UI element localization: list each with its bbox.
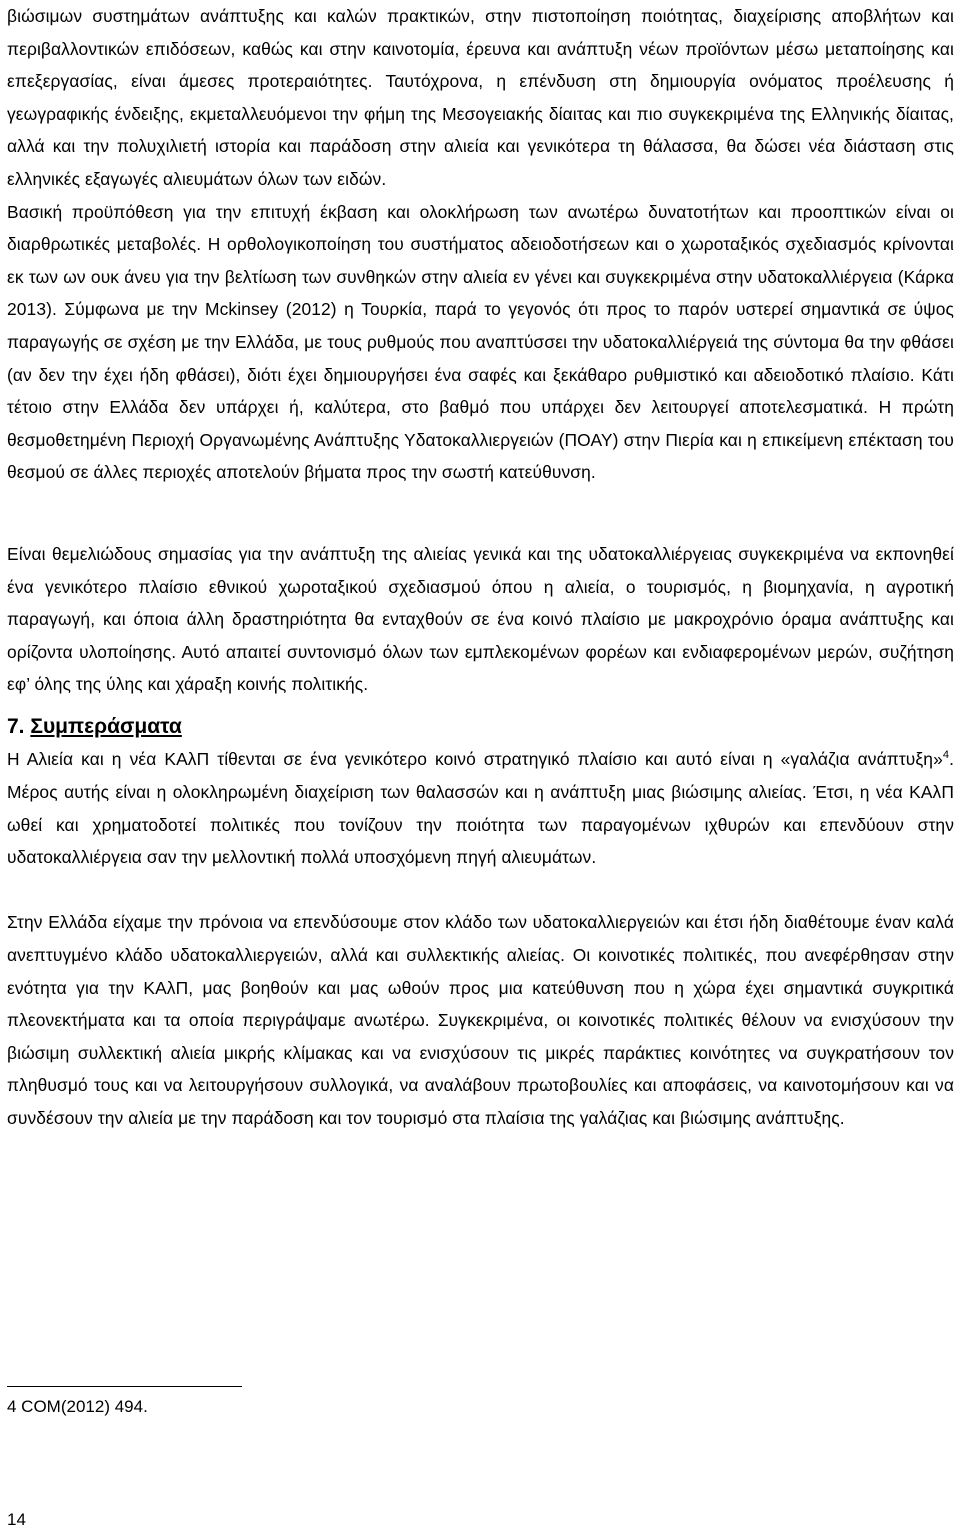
paragraph-1: βιώσιμων συστημάτων ανάπτυξης και καλών πρακτικών, στην πιστοποίηση ποιότητας, διαχείρισης αποβλήτων και περιβαλλοντικών επιδόσεων, καθώς και στην καινοτομία, έρευνα και ανάπτυξη νέων προϊόντων μέσω μεταποίησης και επεξεργασίας, είναι άμεσες προτεραιότητες. Ταυτόχρονα, η επένδυση στη δημιουργία ονόματος προέλευσης ή γεωγραφικής ένδειξης, εκμεταλλευόμενοι την φήμη της Μεσογειακής δίαιτας και πιο συγκεκριμένα της Ελληνικής δίαιτας, αλλά και την πολυχιλιετή ιστορία και παράδοση στην αλιεία και γενικότερα τη θάλασσα, θα δώσει νέα διάσταση στις ελληνικές εξαγωγές αλιευμάτων όλων των ειδών. — [7, 6, 954, 189]
footnote-separator — [7, 1386, 242, 1387]
paragraph-spacer — [7, 874, 954, 907]
footnote-reference[interactable]: 4 — [942, 749, 950, 762]
paragraph-spacer — [7, 489, 954, 538]
page-number: 14 — [7, 1510, 26, 1529]
paragraph-2: Βασική προϋπόθεση για την επιτυχή έκβαση και ολοκλήρωση των ανωτέρω δυνατοτήτων και προοπτικών είναι οι διαρθρωτικές μεταβολές. Η ορθολογικοποίηση του συστήματος αδειοδοτήσεων και ο χωροταξικός σχεδιασμός κρίνονται εκ των ων ουκ άνευ για την βελτίωση των συνθηκών στην αλιεία εν γένει και συγκεκριμένα στην υδατοκαλλιέργεια (Κάρκα 2013). Σύμφωνα με την Mckinsey (2012) η Τουρκία, παρά το γεγονός ότι προς το παρόν υστερεί σημαντικά σε ύψος παραγωγής σε σχέση με την Ελλάδα, με τους ρυθμούς που αναπτύσσει την υδατοκαλλιέργειά της σύντομα θα την φθάσει (αν δεν την έχει ήδη φθάσει), διότι έχει δημιουργήσει ένα σαφές και ξεκάθαρο ρυθμιστικό και αδειοδοτικό πλαίσιο. Κάτι τέτοιο στην Ελλάδα δεν υπάρχει ή, καλύτερα, στο βαθμό που υπάρχει δεν λειτουργεί αποτελεσματικά. Η πρώτη θεσμοθετημένη Περιοχή Οργανωμένης Ανάπτυξης Υδατοκαλλιεργειών (ΠΟΑΥ) στην Πιερία και η επικείμενη επέκταση του θεσμού σε άλλες περιοχές αποτελούν βήματα προς την σωστή κατεύθυνση. — [7, 201, 954, 483]
paragraph-3: Είναι θεμελιώδους σημασίας για την ανάπτυξη της αλιείας γενικά και της υδατοκαλλιέργειας συγκεκριμένα να εκπονηθεί ένα γενικότερο πλαίσιο εθνικού χωροταξικού σχεδιασμού όπου η αλιεία, ο τουρισμός, η βιομηχανία, η αγροτική παραγωγή, και όποια άλλη δραστηριότητα θα ενταχθούν σε ένα κοινό πλαίσιο με μακροχρόνιο όραμα ανάπτυξης και ορίζοντα υλοποίησης. Αυτό απαιτεί συντονισμό όλων των εμπλεκομένων φορέων και ενδιαφερομένων μερών, συζήτηση εφ’ όλης της ύλης και χάραξη κοινής πολιτικής. — [7, 543, 954, 695]
section-title: Συμπεράσματα — [30, 714, 182, 738]
section-heading — [7, 701, 954, 744]
footnote: 4 COM(2012) 494. — [7, 1397, 148, 1416]
paragraph-4-text-start: Η Αλιεία και η νέα ΚΑλΠ τίθενται σε ένα γενικότερο κοινό στρατηγικό πλαίσιο και αυτό είναι η «γαλάζια ανάπτυξη» — [7, 749, 943, 770]
body-text — [7, 0, 954, 1135]
section-number: 7. — [7, 714, 25, 738]
paragraph-5: Στην Ελλάδα είχαμε την πρόνοια να επενδύσουμε στον κλάδο των υδατοκαλλιεργειών και έτσι ήδη διαθέτουμε έναν καλά ανεπτυγμένο κλάδο υδατοκαλλιεργειών, αλλά και συλλεκτικής αλιείας. Οι κοινοτικές πολιτικές, που ανεφέρθησαν στην ενότητα για την ΚΑλΠ, μας βοηθούν και μας ωθούν προς μια κατεύθυνση που η χώρα έχει σημαντικά συγκριτικά πλεονεκτήματα και τα οποία περιγράψαμε ανωτέρω. Συγκεκριμένα, οι κοινοτικές πολιτικές θέλουν να ενισχύσουν την βιώσιμη συλλεκτική αλιεία μικρής κλίμακας και να ενισχύσουν τις μικρές παράκτιες κοινότητες να συγκρατήσουν τον πληθυσμό τους και να λειτουργήσουν συλλογικά, να αναλάβουν πρωτοβουλίες και αποφάσεις, να καινοτομήσουν και να συνδέσουν την αλιεία με την παράδοση και τον τουρισμό στα πλαίσια της γαλάζιας και βιώσιμης ανάπτυξης. — [7, 912, 954, 1128]
paragraph-4 — [7, 743, 954, 873]
paragraph-4-text-end: . Μέρος αυτής είναι η ολοκληρωμένη διαχείριση των θαλασσών και η ανάπτυξη μιας βιώσιμης αλιείας. Έτσι, η νέα ΚΑλΠ ωθεί και χρηματοδοτεί πολιτικές που τονίζουν την ποιότητα των παραγομένων ιχθυρών και επενδύουν στην υδατοκαλλιέργεια σαν την μελλοντική πολλά υποσχόμενη πηγή αλιευμάτων. — [7, 749, 954, 868]
